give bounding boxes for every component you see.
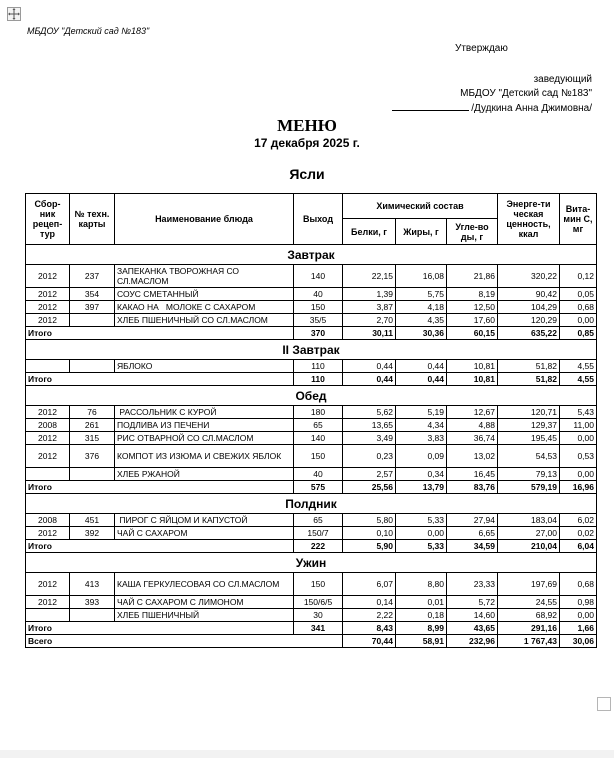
protein-cell: 6,07 (343, 573, 396, 596)
section-title: Обед (26, 386, 597, 406)
card-cell (70, 468, 115, 481)
section-row (26, 245, 597, 265)
dish-cell: РАССОЛЬНИК С КУРОЙ (115, 406, 294, 419)
total-yield: 575 (294, 481, 343, 494)
total-protein: 0,44 (343, 373, 396, 386)
dish-cell: ХЛЕБ ПШЕНИЧНЫЙ (115, 609, 294, 622)
table-row (26, 314, 597, 327)
col-header-carbs: Угле-во ды, г (447, 219, 498, 245)
card-cell: 237 (70, 265, 115, 288)
col-header-vitc: Вита-мин С, мг (560, 194, 597, 245)
section-row (26, 386, 597, 406)
yield-cell: 150 (294, 301, 343, 314)
total-carbs: 83,76 (447, 481, 498, 494)
yield-cell: 150/7 (294, 527, 343, 540)
energy-cell: 27,00 (498, 527, 560, 540)
total-fat: 13,79 (396, 481, 447, 494)
section-title: II Завтрак (26, 340, 597, 360)
protein-cell: 0,23 (343, 445, 396, 468)
fat-cell: 4,18 (396, 301, 447, 314)
table-row (26, 301, 597, 314)
table-row (26, 432, 597, 445)
dish-cell: ХЛЕБ ПШЕНИЧНЫЙ СО СЛ.МАСЛОМ (115, 314, 294, 327)
total-row (26, 540, 597, 553)
dish-cell: ЗАПЕКАНКА ТВОРОЖНАЯ СО СЛ.МАСЛОМ (115, 265, 294, 288)
collection-cell: 2012 (26, 596, 70, 609)
yield-cell: 140 (294, 432, 343, 445)
collection-cell: 2012 (26, 314, 70, 327)
total-row (26, 481, 597, 494)
energy-cell: 54,53 (498, 445, 560, 468)
vitc-cell: 0,05 (560, 288, 597, 301)
energy-cell: 79,13 (498, 468, 560, 481)
total-label: Итого (26, 622, 294, 635)
protein-cell: 2,70 (343, 314, 396, 327)
table-row (26, 406, 597, 419)
col-header-yield: Выход (294, 194, 343, 245)
protein-cell: 5,80 (343, 514, 396, 527)
fat-cell: 0,18 (396, 609, 447, 622)
protein-cell: 0,14 (343, 596, 396, 609)
carbs-cell: 17,60 (447, 314, 498, 327)
card-cell: 261 (70, 419, 115, 432)
card-cell: 393 (70, 596, 115, 609)
carbs-cell: 12,50 (447, 301, 498, 314)
total-protein: 8,43 (343, 622, 396, 635)
energy-cell: 120,29 (498, 314, 560, 327)
total-vitc: 16,96 (560, 481, 597, 494)
dish-cell: ЯБЛОКО (115, 360, 294, 373)
carbs-cell: 5,72 (447, 596, 498, 609)
total-label: Итого (26, 373, 294, 386)
grand-total-v: 30,06 (560, 635, 597, 648)
bottom-strip (0, 750, 614, 758)
table-row (26, 596, 597, 609)
total-carbs: 10,81 (447, 373, 498, 386)
collection-cell: 2012 (26, 265, 70, 288)
carbs-cell: 12,67 (447, 406, 498, 419)
col-header-dish: Наименование блюда (115, 194, 294, 245)
grand-total-p: 70,44 (343, 635, 396, 648)
table-row (26, 288, 597, 301)
fat-cell: 0,34 (396, 468, 447, 481)
table-row (26, 514, 597, 527)
total-energy: 291,16 (498, 622, 560, 635)
yield-cell: 110 (294, 360, 343, 373)
collection-cell: 2008 (26, 419, 70, 432)
col-header-collection: Сбор-ник рецеп-тур (26, 194, 70, 245)
card-cell: 354 (70, 288, 115, 301)
collection-cell: 2008 (26, 514, 70, 527)
total-fat: 0,44 (396, 373, 447, 386)
protein-cell: 5,62 (343, 406, 396, 419)
total-protein: 30,11 (343, 327, 396, 340)
fat-cell: 5,19 (396, 406, 447, 419)
yield-cell: 35/5 (294, 314, 343, 327)
carbs-cell: 14,60 (447, 609, 498, 622)
dish-cell: КОМПОТ ИЗ ИЗЮМА И СВЕЖИХ ЯБЛОК (115, 445, 294, 468)
col-header-protein: Белки, г (343, 219, 396, 245)
section-row (26, 553, 597, 573)
card-cell: 315 (70, 432, 115, 445)
section-title: Ужин (26, 553, 597, 573)
table-row (26, 609, 597, 622)
fat-cell: 5,75 (396, 288, 447, 301)
dish-cell: РИС ОТВАРНОЙ СО СЛ.МАСЛОМ (115, 432, 294, 445)
total-vitc: 0,85 (560, 327, 597, 340)
fat-cell: 0,09 (396, 445, 447, 468)
yield-cell: 150 (294, 445, 343, 468)
vitc-cell: 6,02 (560, 514, 597, 527)
fat-cell: 4,35 (396, 314, 447, 327)
energy-cell: 104,29 (498, 301, 560, 314)
dish-cell: ПОДЛИВА ИЗ ПЕЧЕНИ (115, 419, 294, 432)
card-cell: 413 (70, 573, 115, 596)
protein-cell: 3,87 (343, 301, 396, 314)
vitc-cell: 0,98 (560, 596, 597, 609)
energy-cell: 68,92 (498, 609, 560, 622)
yield-cell: 150/6/5 (294, 596, 343, 609)
grand-total-label: Всего (26, 635, 343, 648)
table-row (26, 468, 597, 481)
dish-cell: КАША ГЕРКУЛЕСОВАЯ СО СЛ.МАСЛОМ (115, 573, 294, 596)
total-energy: 51,82 (498, 373, 560, 386)
total-label: Итого (26, 327, 294, 340)
total-label: Итого (26, 481, 294, 494)
protein-cell: 2,22 (343, 609, 396, 622)
vitc-cell: 0,53 (560, 445, 597, 468)
collection-cell: 2012 (26, 301, 70, 314)
table-row (26, 419, 597, 432)
energy-cell: 51,82 (498, 360, 560, 373)
collection-cell: 2012 (26, 573, 70, 596)
grand-total-e: 1 767,43 (498, 635, 560, 648)
energy-cell: 197,69 (498, 573, 560, 596)
card-cell: 376 (70, 445, 115, 468)
protein-cell: 3,49 (343, 432, 396, 445)
energy-cell: 320,22 (498, 265, 560, 288)
vitc-cell: 0,12 (560, 265, 597, 288)
card-cell: 397 (70, 301, 115, 314)
total-carbs: 60,15 (447, 327, 498, 340)
vitc-cell: 0,00 (560, 314, 597, 327)
org-name: МБДОУ "Детский сад №183" (27, 26, 150, 36)
energy-cell: 24,55 (498, 596, 560, 609)
total-yield: 222 (294, 540, 343, 553)
sign-role: заведующий (533, 74, 592, 85)
yield-cell: 150 (294, 573, 343, 596)
total-yield: 370 (294, 327, 343, 340)
carbs-cell: 23,33 (447, 573, 498, 596)
energy-cell: 129,37 (498, 419, 560, 432)
grand-total-row (26, 635, 597, 648)
dish-cell: ЧАЙ С САХАРОМ (115, 527, 294, 540)
section-row (26, 340, 597, 360)
total-carbs: 34,59 (447, 540, 498, 553)
carbs-cell: 10,81 (447, 360, 498, 373)
sign-org: МБДОУ "Детский сад №183" (460, 88, 592, 99)
collection-cell: 2012 (26, 432, 70, 445)
carbs-cell: 13,02 (447, 445, 498, 468)
col-header-fat: Жиры, г (396, 219, 447, 245)
dish-cell: СОУС СМЕТАННЫЙ (115, 288, 294, 301)
carbs-cell: 21,86 (447, 265, 498, 288)
carbs-cell: 16,45 (447, 468, 498, 481)
table-row (26, 265, 597, 288)
grand-total-f: 58,91 (396, 635, 447, 648)
protein-cell: 1,39 (343, 288, 396, 301)
table-move-handle-icon[interactable] (7, 7, 21, 21)
carbs-cell: 6,65 (447, 527, 498, 540)
total-carbs: 43,65 (447, 622, 498, 635)
carbs-cell: 36,74 (447, 432, 498, 445)
carbs-cell: 4,88 (447, 419, 498, 432)
signature-line (392, 101, 469, 111)
fat-cell: 0,01 (396, 596, 447, 609)
sign-name: /Дудкина Анна Джимовна/ (471, 103, 592, 114)
total-fat: 30,36 (396, 327, 447, 340)
total-row (26, 373, 597, 386)
yield-cell: 65 (294, 514, 343, 527)
total-vitc: 4,55 (560, 373, 597, 386)
total-fat: 8,99 (396, 622, 447, 635)
vitc-cell: 0,68 (560, 573, 597, 596)
total-protein: 5,90 (343, 540, 396, 553)
collection-cell: 2012 (26, 288, 70, 301)
total-label: Итого (26, 540, 294, 553)
card-cell (70, 360, 115, 373)
menu-date: 17 декабря 2025 г. (254, 136, 360, 150)
total-energy: 579,19 (498, 481, 560, 494)
grand-total-c: 232,96 (447, 635, 498, 648)
card-cell: 451 (70, 514, 115, 527)
resize-handle[interactable] (597, 697, 611, 711)
total-row (26, 327, 597, 340)
vitc-cell: 0,68 (560, 301, 597, 314)
carbs-cell: 27,94 (447, 514, 498, 527)
energy-cell: 183,04 (498, 514, 560, 527)
total-yield: 341 (294, 622, 343, 635)
collection-cell (26, 360, 70, 373)
collection-cell: 2012 (26, 527, 70, 540)
section-title: Полдник (26, 494, 597, 514)
yield-cell: 65 (294, 419, 343, 432)
page-title: МЕНЮ (277, 116, 337, 135)
vitc-cell: 0,00 (560, 432, 597, 445)
vitc-cell: 0,00 (560, 609, 597, 622)
total-row (26, 622, 597, 635)
collection-cell (26, 468, 70, 481)
energy-cell: 90,42 (498, 288, 560, 301)
section-title: Завтрак (26, 245, 597, 265)
card-cell: 76 (70, 406, 115, 419)
dish-cell: КАКАО НА МОЛОКЕ С САХАРОМ (115, 301, 294, 314)
dish-cell: ПИРОГ С ЯЙЦОМ И КАПУСТОЙ (115, 514, 294, 527)
total-fat: 5,33 (396, 540, 447, 553)
protein-cell: 22,15 (343, 265, 396, 288)
menu-table (25, 193, 597, 648)
section-row (26, 494, 597, 514)
vitc-cell: 0,00 (560, 468, 597, 481)
table-row (26, 573, 597, 596)
protein-cell: 13,65 (343, 419, 396, 432)
dish-cell: ЧАЙ С САХАРОМ С ЛИМОНОМ (115, 596, 294, 609)
protein-cell: 0,10 (343, 527, 396, 540)
signature-block (392, 73, 592, 116)
fat-cell: 16,08 (396, 265, 447, 288)
vitc-cell: 11,00 (560, 419, 597, 432)
yield-cell: 180 (294, 406, 343, 419)
yield-cell: 30 (294, 609, 343, 622)
fat-cell: 3,83 (396, 432, 447, 445)
total-energy: 210,04 (498, 540, 560, 553)
dish-cell: ХЛЕБ РЖАНОЙ (115, 468, 294, 481)
total-protein: 25,56 (343, 481, 396, 494)
col-header-card: № техн. карты (70, 194, 115, 245)
total-energy: 635,22 (498, 327, 560, 340)
table-row (26, 360, 597, 373)
collection-cell: 2012 (26, 445, 70, 468)
collection-cell (26, 609, 70, 622)
yield-cell: 140 (294, 265, 343, 288)
approve-label: Утверждаю (455, 43, 508, 54)
table-row (26, 527, 597, 540)
carbs-cell: 8,19 (447, 288, 498, 301)
card-cell (70, 314, 115, 327)
table-row (26, 445, 597, 468)
total-vitc: 1,66 (560, 622, 597, 635)
vitc-cell: 5,43 (560, 406, 597, 419)
energy-cell: 195,45 (498, 432, 560, 445)
card-cell (70, 609, 115, 622)
vitc-cell: 4,55 (560, 360, 597, 373)
fat-cell: 5,33 (396, 514, 447, 527)
fat-cell: 4,34 (396, 419, 447, 432)
fat-cell: 0,00 (396, 527, 447, 540)
total-vitc: 6,04 (560, 540, 597, 553)
fat-cell: 0,44 (396, 360, 447, 373)
energy-cell: 120,71 (498, 406, 560, 419)
col-header-chem: Химический состав (343, 194, 498, 219)
vitc-cell: 0,02 (560, 527, 597, 540)
col-header-energy: Энерге-ти ческая ценность, ккал (498, 194, 560, 245)
collection-cell: 2012 (26, 406, 70, 419)
card-cell: 392 (70, 527, 115, 540)
protein-cell: 0,44 (343, 360, 396, 373)
protein-cell: 2,57 (343, 468, 396, 481)
fat-cell: 8,80 (396, 573, 447, 596)
yield-cell: 40 (294, 288, 343, 301)
total-yield: 110 (294, 373, 343, 386)
yield-cell: 40 (294, 468, 343, 481)
age-group: Ясли (289, 166, 325, 182)
